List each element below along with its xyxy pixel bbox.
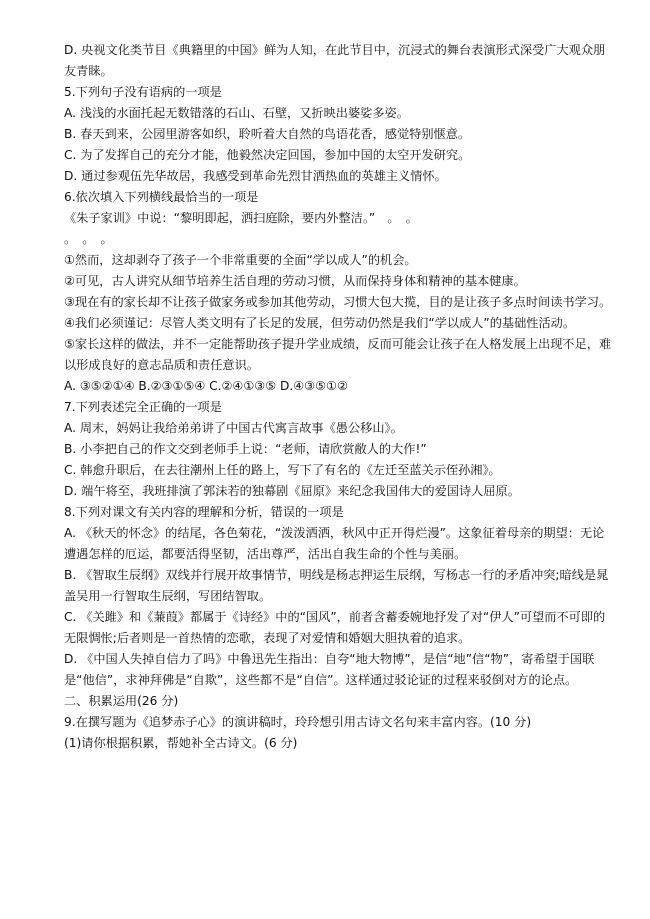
question-6-options: A. ③⑤②①④ B.②③①⑤④ C.②④①③⑤ D.④③⑤①② (64, 379, 348, 393)
option-d-q4: D. 央视文化类节目《典籍里的中国》鲜为人知，在此节目中，沉浸式的舞台表演形式深受广大观众朋友青睐。 (64, 43, 606, 78)
section-heading: 二、积累运用(26 分) (64, 694, 179, 708)
question-7-stem: 7.下列表述完全正确的一项是 (64, 400, 222, 414)
option-d-q8: D. 《中国人失掉自信力了吗》中鲁迅先生指出：自夸“地大物博”，是信“地”信“物”，寄希望于国联是“他信”，求神拜佛是“自欺”，这些都不是“自信”。这样通过驳论证的过程来驳倒对方的论点。 (64, 652, 595, 687)
question-6-quote: 《朱子家训》中说：“黎明即起，洒扫庭除，要内外整洁。” 。 。 (64, 211, 418, 225)
option-c-q7: C. 韩愈升职后，在去往潮州上任的路上，写下了有名的《左迁至蓝关示侄孙湘》。 (64, 463, 501, 477)
sentence-2: ②可见，古人讲究从细节培养生活自理的劳动习惯，从而保持身体和精神的基本健康。 (64, 274, 526, 288)
question-6-stem: 6.依次填入下列横线最恰当的一项是 (64, 190, 259, 204)
option-d-q7: D. 端午将至，我班排演了郭沫若的独幕剧《屈原》来纪念我国伟大的爱国诗人屈原。 (64, 484, 520, 498)
document-page (64, 40, 612, 754)
question-9-stem: 9.在撰写题为《追梦赤子心》的演讲稿时，玲玲想引用古诗文名句来丰富内容。(10 分) (64, 715, 532, 729)
sentence-4: ④我们必须谨记：尽管人类文明有了长足的发展，但劳动仍然是我们“学以成人”的基础性活动。 (64, 316, 576, 330)
option-c-q5: C. 为了发挥自己的充分才能，他毅然决定回国，参加中国的太空开发研究。 (64, 148, 471, 162)
option-b-q8: B. 《智取生辰纲》双线并行展开故事情节，明线是杨志押运生辰纲，写杨志一行的矛盾冲突;暗线是晁盖吴用一行智取生辰纲，写团结智取。 (64, 568, 609, 603)
option-a-q8: A. 《秋天的怀念》的结尾，各色菊花，“泼泼洒洒，秋风中正开得烂漫”。这象征着母亲的期望：无论遭遇怎样的厄运，都要活得坚韧，活出尊严，活出自我生命的个性与美丽。 (64, 526, 605, 561)
option-b-q5: B. 春天到来，公园里游客如织，聆听着大自然的鸟语花香，感觉特别惬意。 (64, 127, 471, 141)
option-d-q5: D. 通过参观伍先华故居，我感受到革命先烈甘洒热血的英雄主义情怀。 (64, 169, 447, 183)
option-c-q8: C. 《关雎》和《蒹葭》都属于《诗经》中的“国风”，前者含蓄委婉地抒发了对“伊人”可望而不可即的无限惆怅;后者则是一首热情的恋歌，表现了对爱情和婚姻大胆执着的追求。 (64, 610, 606, 645)
question-8-stem: 8.下列对课文有关内容的理解和分析，错误的一项是 (64, 505, 344, 519)
option-b-q7: B. 小李把自己的作文交到老师手上说：“老师，请欣赏敝人的大作!” (64, 442, 427, 456)
sentence-3: ③现在有的家长却不让孩子做家务或参加其他劳动，习惯大包大揽，目的是让孩子多点时间读书学习。 (64, 295, 612, 309)
option-a-q7: A. 周末，妈妈让我给弟弟讲了中国古代寓言故事《愚公移山》。 (64, 421, 403, 435)
option-a-q5: A. 浅浅的水面托起无数错落的石山、石壁，又折映出婆娑多姿。 (64, 106, 409, 120)
sentence-1: ①然而，这却剥夺了孩子一个非常重要的全面“学以成人”的机会。 (64, 253, 417, 267)
question-9-part-1: (1)请你根据积累，帮她补全古诗文。(6 分) (64, 736, 298, 750)
sentence-5: ⑤家长这样的做法，并不一定能帮助孩子提升学业成绩，反而可能会让孩子在人格发展上出现不足，难以形成良好的意志品质和责任意识。 (64, 337, 612, 372)
question-5-stem: 5.下列句子没有语病的一项是 (64, 85, 222, 99)
question-6-blanks: 。 。 。 (64, 232, 113, 246)
